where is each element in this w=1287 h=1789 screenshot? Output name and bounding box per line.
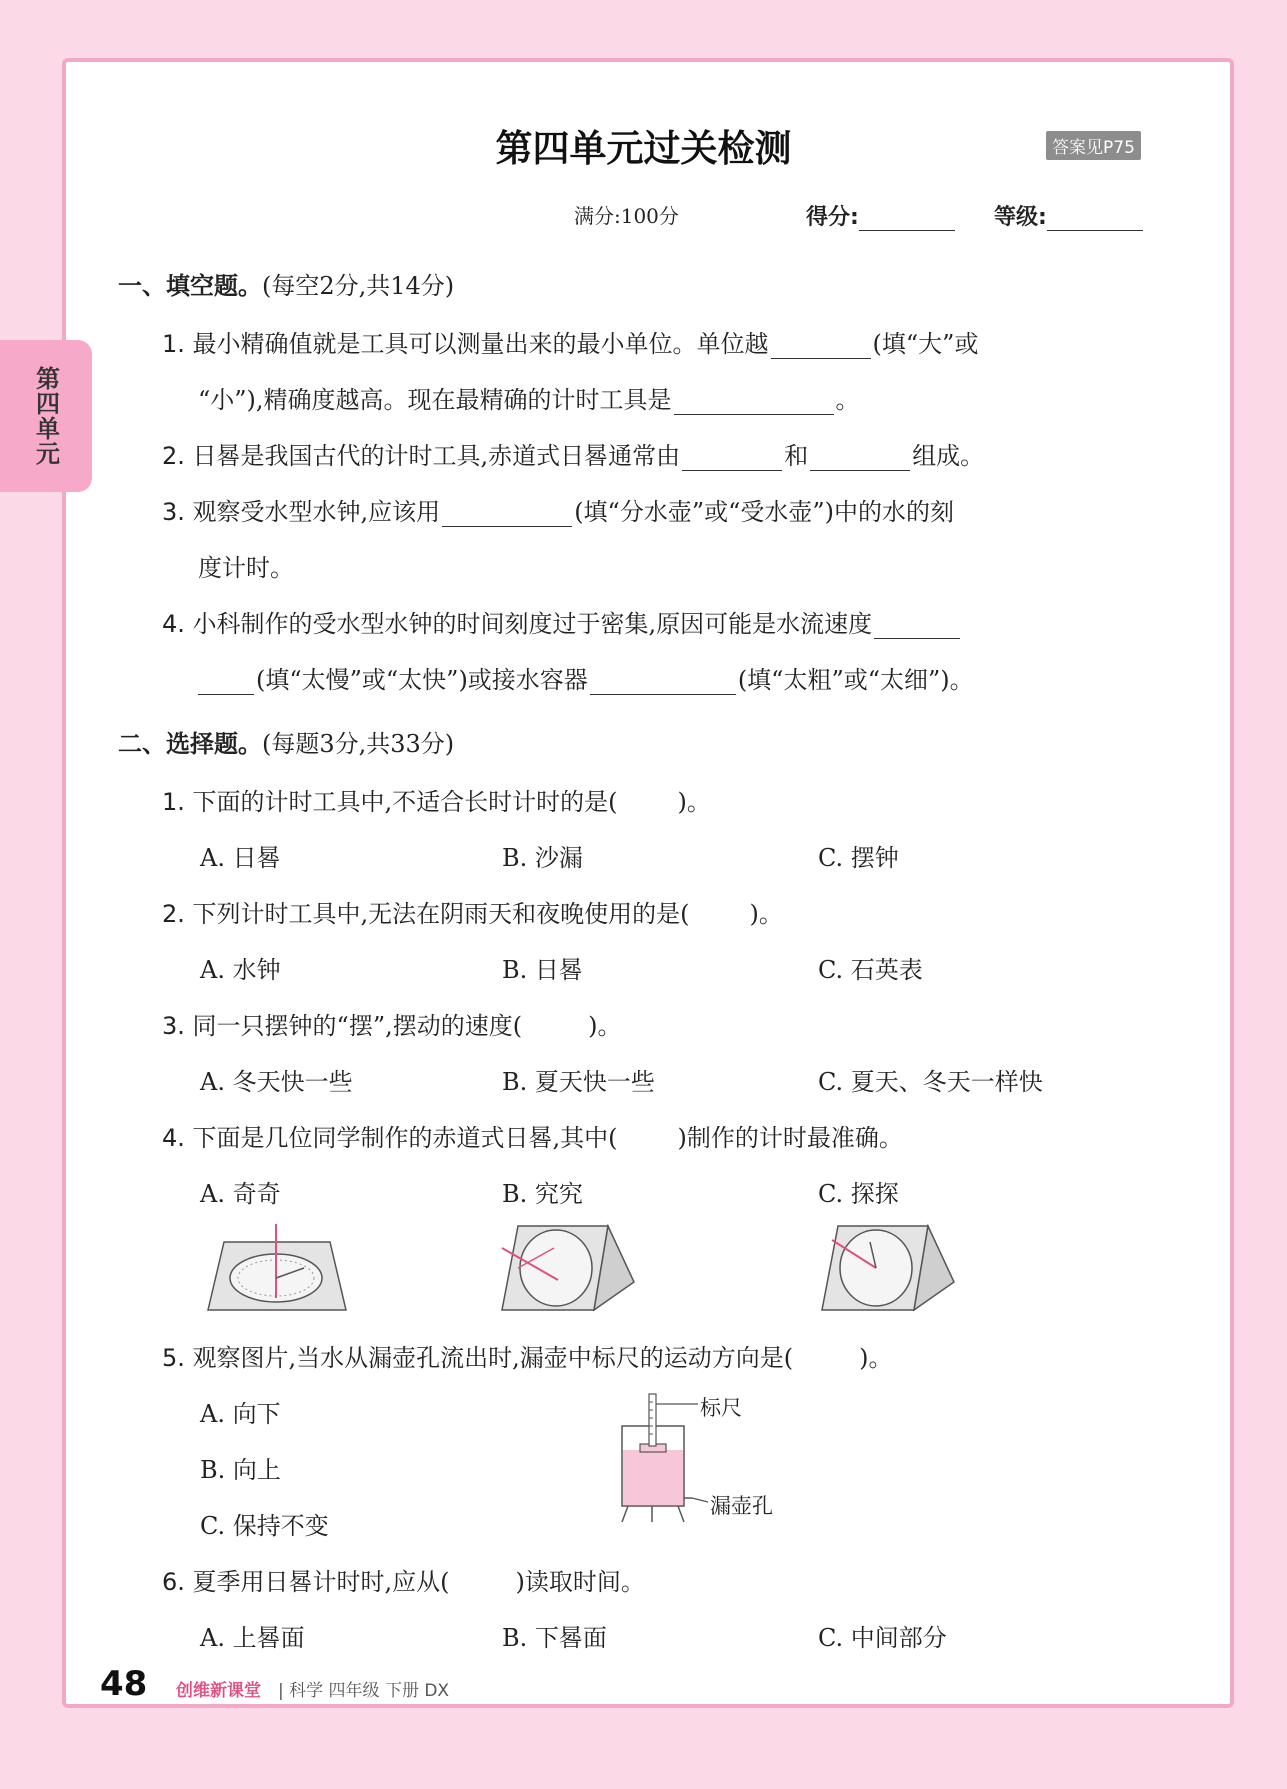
question-text: 观察图片,当水从漏壶孔流出时,漏壶中标尺的运动方向是( [192, 1344, 794, 1372]
option-c[interactable]: C. 中间部分 [818, 1624, 947, 1652]
got-score-label: 得分: [806, 205, 859, 230]
section-2-note: (每题3分,共33分) [262, 730, 455, 758]
answer-blank[interactable] [682, 446, 782, 471]
question-text: 下面是几位同学制作的赤道式日晷,其中( [192, 1124, 618, 1152]
question-number: 4. [162, 610, 185, 638]
question-text: 日晷是我国古代的计时工具,赤道式日晷通常由 [192, 442, 681, 470]
s1-q1-line2 [198, 380, 860, 415]
question-number: 3. [162, 1012, 185, 1040]
ruler-label: 标尺 [700, 1396, 742, 1420]
s1-q4-line2 [198, 660, 974, 695]
answer-blank[interactable] [810, 446, 910, 471]
question-text: )。 [749, 900, 783, 928]
question-text: (填“太慢”或“太快”)或接水容器 [256, 666, 588, 694]
question-text: 最小精确值就是工具可以测量出来的最小单位。单位越 [192, 330, 769, 358]
sundial-diagram-c [818, 1222, 958, 1314]
level-blank[interactable] [1047, 210, 1143, 231]
option-a[interactable]: A. 日晷 [200, 844, 281, 872]
section-1-title: 一、填空题。 [118, 272, 262, 300]
option-b[interactable]: B. 向上 [200, 1456, 281, 1484]
s1-q2 [162, 436, 984, 471]
got-score [806, 200, 955, 231]
question-number: 1. [162, 330, 185, 358]
s2-q6 [162, 1562, 645, 1597]
section-2-heading [118, 724, 454, 759]
question-text: 组成。 [912, 442, 985, 470]
section-2-title: 二、选择题。 [118, 730, 262, 758]
option-a[interactable]: A. 上晷面 [200, 1624, 305, 1652]
book-info: | 科学 四年级 下册 DX [278, 1681, 450, 1701]
got-score-blank[interactable] [859, 210, 955, 231]
level-label: 等级: [994, 205, 1047, 230]
answer-blank-continued[interactable] [198, 670, 254, 695]
option-b[interactable]: B. 下晷面 [502, 1624, 607, 1652]
question-text: 夏季用日晷计时时,应从( [192, 1568, 450, 1596]
s1-q3-line1 [162, 492, 954, 527]
question-text: )。 [677, 788, 711, 816]
section-1-heading [118, 266, 454, 301]
brand-name: 创维新课堂 [176, 1681, 261, 1701]
answer-ref-badge: 答案见P75 [1046, 131, 1141, 160]
page-title: 第四单元过关检测 [495, 127, 792, 170]
s1-q3-line2: 度计时。 [198, 554, 294, 582]
option-a[interactable]: A. 水钟 [200, 956, 281, 984]
section-1-note: (每空2分,共14分) [262, 272, 455, 300]
option-c[interactable]: C. 摆钟 [818, 844, 899, 872]
hole-label: 漏壶孔 [710, 1494, 773, 1518]
page-number: 48 [100, 1664, 148, 1704]
question-text: (填“太粗”或“太细”)。 [737, 666, 974, 694]
s1-q1-line1 [162, 324, 978, 359]
s2-q1 [162, 782, 711, 817]
unit-tab-label: 第四单元 [31, 366, 60, 466]
question-text: 和 [784, 442, 809, 470]
answer-blank[interactable] [674, 390, 834, 415]
option-a[interactable]: A. 奇奇 [200, 1180, 281, 1208]
question-text: 下面的计时工具中,不适合长时计时的是( [192, 788, 618, 816]
answer-blank[interactable] [590, 670, 736, 695]
question-text: )。 [588, 1012, 622, 1040]
sundial-diagram-a [204, 1222, 354, 1314]
question-text: )制作的计时最准确。 [677, 1124, 903, 1152]
option-b[interactable]: B. 沙漏 [502, 844, 583, 872]
full-score: 满分:100分 [574, 204, 679, 228]
option-b[interactable]: B. 究究 [502, 1180, 583, 1208]
question-number: 5. [162, 1344, 185, 1372]
question-text: )。 [859, 1344, 893, 1372]
option-a[interactable]: A. 向下 [200, 1400, 281, 1428]
option-c[interactable]: C. 保持不变 [200, 1512, 329, 1540]
option-c[interactable]: C. 探探 [818, 1180, 899, 1208]
question-text: 观察受水型水钟,应该用 [192, 498, 441, 526]
question-number: 2. [162, 442, 185, 470]
s2-q5 [162, 1338, 893, 1373]
answer-blank[interactable] [874, 614, 960, 639]
option-c[interactable]: C. 石英表 [818, 956, 923, 984]
sundial-diagram-b [498, 1222, 638, 1314]
option-b[interactable]: B. 日晷 [502, 956, 583, 984]
question-text: 下列计时工具中,无法在阴雨天和夜晚使用的是( [192, 900, 690, 928]
question-number: 2. [162, 900, 185, 928]
option-b[interactable]: B. 夏天快一些 [502, 1068, 655, 1096]
s1-q4-line1 [162, 604, 962, 639]
question-number: 6. [162, 1568, 185, 1596]
option-c[interactable]: C. 夏天、冬天一样快 [818, 1068, 1043, 1096]
answer-blank[interactable] [771, 334, 871, 359]
question-text: 小科制作的受水型水钟的时间刻度过于密集,原因可能是水流速度 [192, 610, 873, 638]
s2-q4 [162, 1118, 903, 1153]
question-text: 。 [835, 386, 860, 414]
answer-blank[interactable] [442, 502, 572, 527]
question-text: (填“分水壶”或“受水壶”)中的水的刻 [574, 498, 954, 526]
question-text: (填“大”或 [872, 330, 979, 358]
question-text: “小”),精确度越高。现在最精确的计时工具是 [198, 386, 672, 414]
unit-tab [0, 340, 92, 492]
s2-q2 [162, 894, 783, 929]
question-text: )读取时间。 [515, 1568, 645, 1596]
option-a[interactable]: A. 冬天快一些 [200, 1068, 353, 1096]
s2-q3 [162, 1006, 621, 1041]
question-number: 1. [162, 788, 185, 816]
question-number: 3. [162, 498, 185, 526]
question-number: 4. [162, 1124, 185, 1152]
question-text: 同一只摆钟的“摆”,摆动的速度( [192, 1012, 523, 1040]
level [994, 200, 1143, 231]
